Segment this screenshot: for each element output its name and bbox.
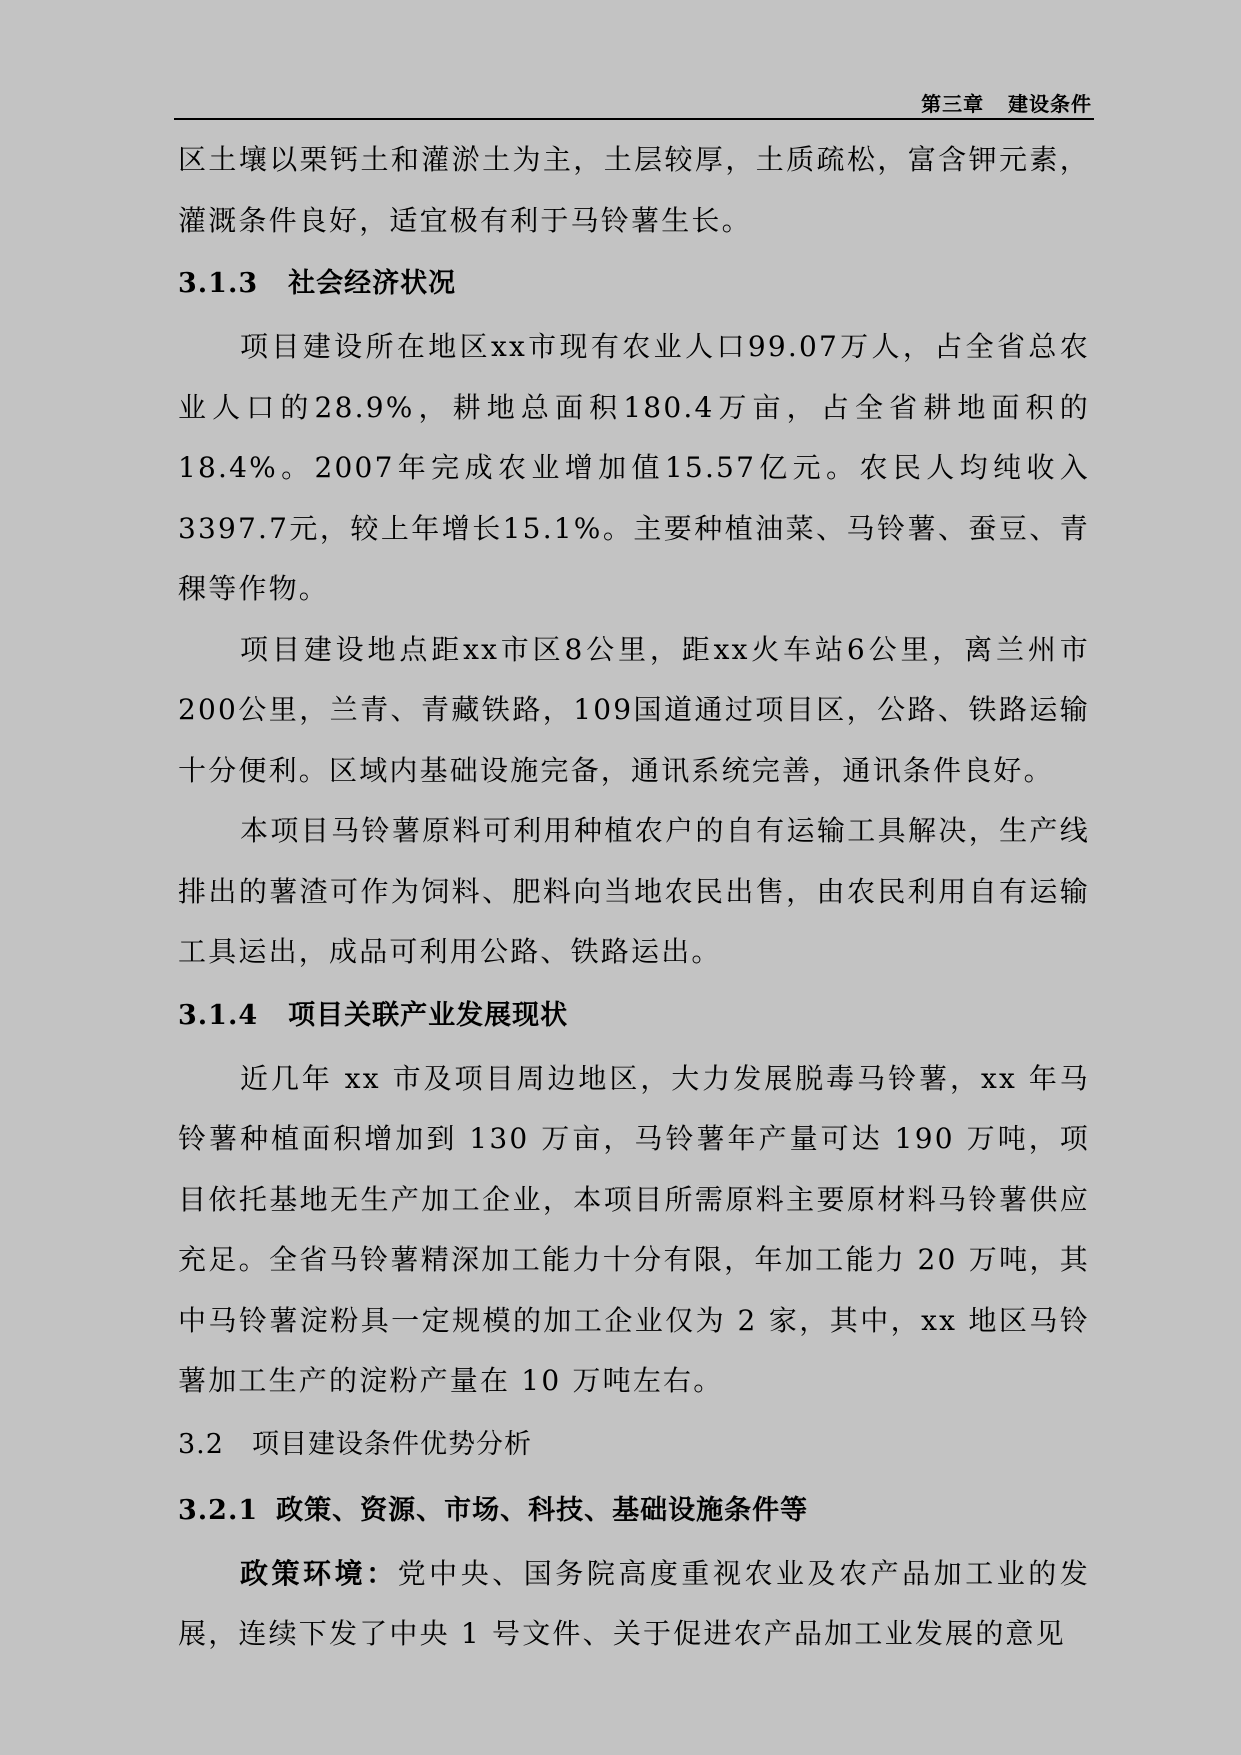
paragraph — [178, 1544, 1090, 1665]
section-heading-3-1-3 — [178, 251, 1090, 317]
page-content — [178, 130, 1090, 1665]
section-heading-3-2 — [178, 1412, 1090, 1478]
section-number: 3.2.1 — [178, 1494, 259, 1526]
section-title: 项目建设条件优势分析 — [251, 1428, 532, 1460]
paragraph-body: 党中央、国务院高度重视农业及农产品加工业的发展，连续下发了中央 1 号文件、关于促进农产品加工业发展的意见 — [178, 1556, 1090, 1650]
section-heading-3-2-1 — [178, 1478, 1090, 1544]
paragraph-lead: 政策环境： — [240, 1556, 398, 1590]
section-number: 3.1.4 — [178, 999, 259, 1031]
section-heading-3-1-4 — [178, 983, 1090, 1049]
chapter-title: 建设条件 — [1008, 92, 1092, 116]
section-title: 政策、资源、市场、科技、基础设施条件等 — [276, 1494, 809, 1526]
running-header — [174, 88, 1094, 120]
paragraph: 项目建设所在地区xx市现有农业人口99.07万人，占全省总农业人口的28.9%，耕地总面积180.4万亩，占全省耕地面积的18.4%。2007年完成农业增加值15.57亿元。农民人均纯收入3397.7元，较上年增长15.1%。主要种植油菜、马铃薯、蚕豆、青稞等作物。 — [178, 330, 1090, 605]
paragraph: 区土壤以栗钙土和灌淤土为主，土层较厚，土质疏松，富含钾元素，灌溉条件良好，适宜极有利于马铃薯生长。 — [178, 143, 1090, 237]
section-title: 项目关联产业发展现状 — [288, 999, 569, 1031]
running-header-title — [921, 88, 1092, 117]
paragraph: 本项目马铃薯原料可利用种植农户的自有运输工具解决，生产线排出的薯渣可作为饲料、肥料向当地农民出售，由农民利用自有运输工具运出，成品可利用公路、铁路运出。 — [178, 814, 1090, 968]
section-number: 3.2 — [178, 1428, 224, 1460]
section-title: 社会经济状况 — [288, 268, 457, 299]
section-number: 3.1.3 — [178, 268, 259, 299]
chapter-number: 第三章 — [921, 92, 985, 116]
paragraph: 项目建设地点距xx市区8公里，距xx火车站6公里，离兰州市200公里，兰青、青藏铁路，109国道通过项目区，公路、铁路运输十分便利。区域内基础设施完备，通讯系统完善，通讯条件良好。 — [178, 632, 1090, 787]
paragraph: 近几年 xx 市及项目周边地区，大力发展脱毒马铃薯，xx 年马铃薯种植面积增加到 130 万亩，马铃薯年产量可达 190 万吨，项目依托基地无生产加工企业，本项目所需原料主要原材料马铃薯供应充足。全省马铃薯精深加工能力十分有限，年加工能力 20 万吨，其中马铃薯淀粉具一定规模的加工企业仅为 2 家，其中，xx 地区马铃薯加工生产的淀粉产量在 10 万吨左右。 — [178, 1061, 1090, 1397]
